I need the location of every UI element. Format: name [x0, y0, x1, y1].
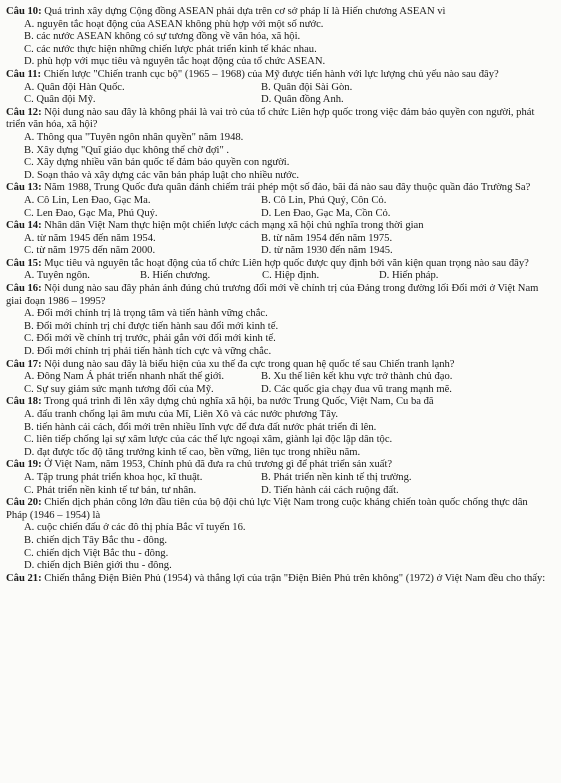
answer-options — [6, 19, 551, 69]
question-block — [6, 497, 551, 573]
question-number: Câu 11: — [6, 68, 42, 80]
answer-options — [6, 82, 551, 107]
question-number: Câu 10: — [6, 6, 42, 17]
question-block — [6, 396, 551, 459]
question-number: Câu 14: — [6, 220, 42, 232]
question-stem — [6, 107, 551, 132]
question-text: Ở Việt Nam, năm 1953, Chính phủ đã đưa ra chủ trương gì để phát triển sản xuất? — [44, 459, 393, 471]
question-number: Câu 15: — [6, 257, 42, 269]
answer-option: A. Tập trung phát triển khoa học, kĩ thuật. — [24, 471, 203, 483]
answer-option: A. đấu tranh chống lại âm mưu của Mĩ, Liên Xô và các nước phương Tây. — [24, 409, 339, 420]
question-text: Chiến thắng Điện Biên Phủ (1954) và thắng lợi của trận "Điện Biên Phủ trên không" (1972) ở Việt Nam đều cho thấy: — [44, 572, 546, 584]
answer-options — [6, 132, 551, 182]
question-text: Mục tiêu và nguyên tắc hoạt động của tổ chức Liên hợp quốc được quy định bởi văn kiện quan trọng nào sau đây? — [44, 257, 529, 269]
question-text: Trong quá trình đi lên xây dựng chủ nghĩa xã hội, ba nước Trung Quốc, Việt Nam, Cu ba đã — [44, 396, 434, 408]
question-stem — [6, 6, 551, 19]
question-number: Câu 16: — [6, 283, 42, 295]
answer-option: C. Hiệp định. — [262, 270, 320, 282]
question-number: Câu 21: — [6, 572, 42, 584]
question-number: Câu 17: — [6, 358, 42, 370]
answer-option: D. Quân đồng Anh. — [261, 94, 344, 106]
question-block — [6, 107, 551, 183]
question-stem — [6, 396, 551, 409]
question-block — [6, 258, 551, 283]
answer-option: B. Đổi mới chính trị chỉ được tiến hành sau đổi mới kinh tế. — [24, 320, 279, 332]
answer-option: B. tiến hành cải cách, đổi mới trên nhiều lĩnh vực để đưa đất nước phát triển đi lên. — [24, 421, 377, 433]
question-stem — [6, 497, 551, 522]
answer-option: C. Quân đội Mỹ. — [24, 94, 96, 106]
answer-option: C. chiến dịch Việt Bắc thu - đông. — [24, 547, 169, 559]
question-stem — [6, 258, 551, 271]
question-text: Nội dung nào sau đây phản ánh đúng chủ trương đổi mới về chính trị của Đảng trong đường lối Đổi mới ở Việt Nam giai đoạn 1986 – 1995? — [6, 283, 539, 307]
answer-option: A. Tuyên ngôn. — [24, 270, 90, 282]
answer-option: A. Thông qua "Tuyên ngôn nhân quyền" năm 1948. — [24, 131, 244, 143]
answer-option: C. Phát triển nền kinh tế tư bản, tư nhân. — [24, 484, 197, 496]
question-number: Câu 18: — [6, 396, 42, 408]
answer-option: C. Sự suy giảm sức mạnh tương đối của Mỹ. — [24, 383, 214, 395]
answer-option: C. Len Đao, Gạc Ma, Phú Quý. — [24, 207, 158, 219]
answer-option: B. Xu thế liên kết khu vực trở thành chủ đạo. — [261, 371, 453, 383]
answer-option: A. cuộc chiến đấu ở các đô thị phía Bắc vĩ tuyến 16. — [24, 522, 246, 534]
answer-option: B. các nước ASEAN không có sự tương đồng về văn hóa, xã hội. — [24, 31, 301, 43]
answer-option: A. Cô Lin, Len Đao, Gạc Ma. — [24, 194, 151, 206]
question-stem — [6, 459, 551, 472]
answer-option: D. Các quốc gia chạy đua vũ trang mạnh mẽ. — [261, 383, 452, 395]
answer-options — [6, 409, 551, 459]
answer-option: B. Quân đội Sài Gòn. — [261, 81, 353, 93]
answer-options — [6, 472, 551, 497]
question-number: Câu 19: — [6, 459, 42, 471]
answer-option: D. Tiến hành cải cách ruộng đất. — [261, 484, 399, 496]
question-text: Nội dung nào sau đây là không phải là vai trò của tổ chức Liên hợp quốc trong việc đảm bảo quyền con người, phát triển văn hóa, xã hội? — [6, 106, 535, 131]
question-text: Chiến lược "Chiến tranh cục bộ" (1965 – 1968) của Mỹ được tiến hành với lực lượng chủ yếu nào sau đây? — [43, 68, 499, 80]
question-stem — [6, 182, 551, 195]
answer-option: B. Cô Lin, Phú Quý, Côn Cỏ. — [261, 194, 387, 206]
question-text: Quá trình xây dựng Cộng đồng ASEAN phải dựa trên cơ sở pháp lí là Hiến chương ASEAN vì — [44, 6, 446, 17]
answer-option: D. từ năm 1930 đến năm 1945. — [261, 245, 393, 257]
answer-option: D. Đổi mới chính trị phải tiến hành tích cực và vững chắc. — [24, 346, 272, 358]
question-stem — [6, 69, 551, 82]
question-number: Câu 20: — [6, 497, 42, 509]
question-block — [6, 359, 551, 397]
question-number: Câu 13: — [6, 182, 42, 194]
answer-option: B. chiến dịch Tây Bắc thu - đông. — [24, 534, 168, 546]
answer-option: B. từ năm 1954 đến năm 1975. — [261, 232, 393, 244]
answer-option: C. liên tiếp chống lại sự xâm lược của các thế lực ngoại xâm, giành lại độc lập dân tộc. — [24, 434, 393, 446]
answer-option: B. Phát triển nền kinh tế thị trường. — [261, 471, 412, 483]
answer-option: C. từ năm 1975 đến năm 2000. — [24, 245, 156, 257]
question-stem — [6, 573, 551, 586]
question-text: Nhân dân Việt Nam thực hiện một chiến lược cách mạng xã hội chủ nghĩa trong thời gian — [44, 220, 424, 232]
answer-option: A. Quân đội Hàn Quốc. — [24, 81, 125, 93]
answer-options — [6, 371, 551, 396]
question-text: Chiến dịch phản công lớn đầu tiên của bộ đội chủ lực Việt Nam trong cuộc kháng chiến toàn quốc chống thực dân Pháp (1946 – 1954) là — [6, 497, 528, 521]
answer-options — [6, 308, 551, 358]
answer-option: A. Đông Nam Á phát triển nhanh nhất thế giới. — [24, 371, 225, 383]
question-stem — [6, 283, 551, 308]
answer-option: A. từ năm 1945 đến năm 1954. — [24, 232, 156, 244]
answer-options — [6, 233, 551, 258]
question-block — [6, 69, 551, 107]
answer-option: D. Hiến pháp. — [379, 270, 439, 282]
question-block — [6, 182, 551, 220]
question-block — [6, 6, 551, 69]
answer-options — [6, 270, 551, 283]
answer-option: B. Xây dựng "Quĩ giáo dục không thể chờ đợi" . — [24, 144, 230, 156]
answer-option: A. nguyên tắc hoạt động của ASEAN không phù hợp với một số nước. — [24, 18, 324, 30]
answer-option: C. các nước thực hiện những chiến lược phát triển kinh tế khác nhau. — [24, 43, 317, 55]
question-stem — [6, 220, 551, 233]
answer-options — [6, 195, 551, 220]
answer-option: D. Len Đao, Gạc Ma, Cồn Cỏ. — [261, 207, 391, 219]
answer-options — [6, 522, 551, 572]
answer-option: D. phù hợp với mục tiêu và nguyên tắc hoạt động của tổ chức ASEAN. — [24, 56, 326, 68]
question-text: Năm 1988, Trung Quốc đưa quân đánh chiếm trái phép một số đảo, bãi đá nào sau đây thuộc quần đảo Trường Sa? — [44, 182, 531, 194]
question-text: Nội dung nào sau đây là biểu hiện của xu thế đa cực trong quan hệ quốc tế sau Chiến tranh lạnh? — [44, 358, 455, 370]
answer-option: D. đạt được tốc độ tăng trưởng kinh tế cao, bền vững, liên tục trong nhiều năm. — [24, 446, 361, 458]
answer-option: C. Đổi mới về chính trị trước, phải gắn với đổi mới kinh tế. — [24, 333, 276, 345]
question-stem — [6, 359, 551, 372]
answer-option: C. Xây dựng nhiều văn bản quốc tế đảm bảo quyền con người. — [24, 157, 290, 169]
question-block — [6, 283, 551, 359]
answer-option: D. chiến dịch Biên giới thu - đông. — [24, 560, 172, 572]
answer-option: A. Đổi mới chính trị là trọng tâm và tiến hành vững chắc. — [24, 308, 268, 320]
answer-option: D. Soạn thảo và xây dựng các văn bản pháp luật cho nhiều nước. — [24, 169, 300, 181]
question-block — [6, 573, 551, 586]
question-number: Câu 12: — [6, 106, 42, 118]
answer-option: B. Hiến chương. — [140, 270, 211, 282]
question-block — [6, 459, 551, 497]
question-block — [6, 220, 551, 258]
